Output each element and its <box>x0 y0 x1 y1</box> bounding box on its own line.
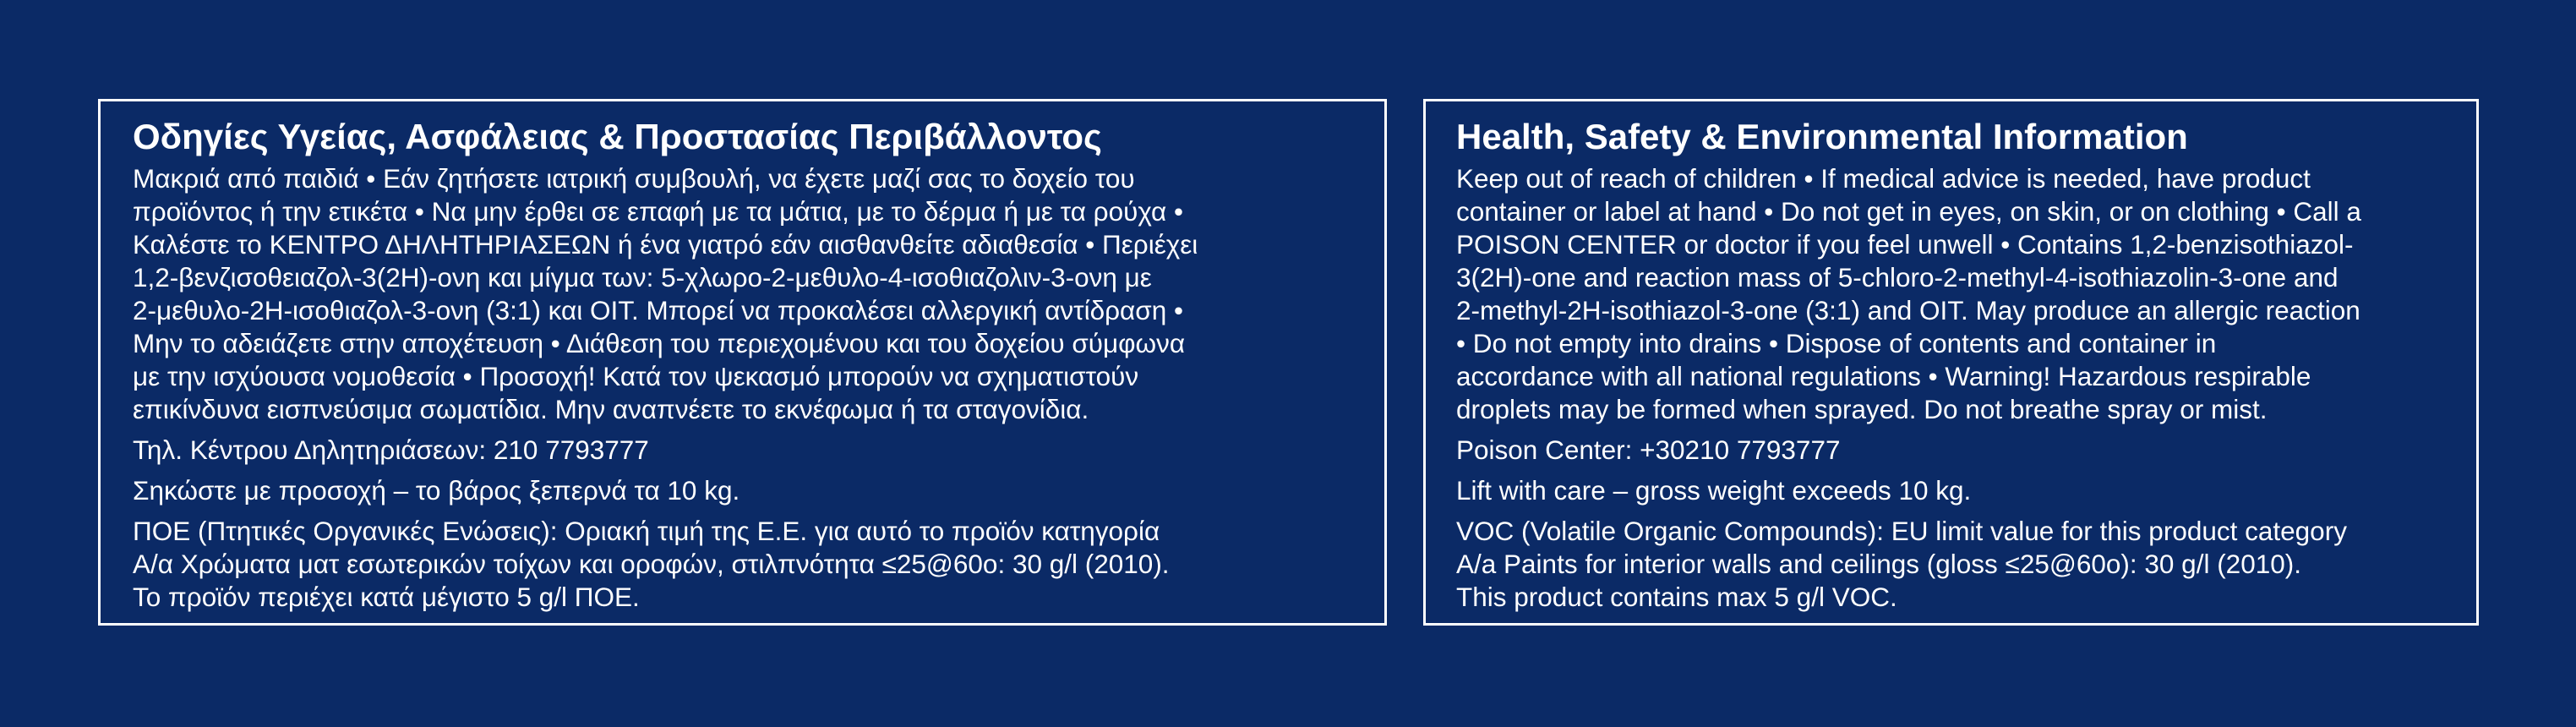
english-warning-line: accordance with all national regulations • Warning! Hazardous respirable <box>1456 361 2311 391</box>
english-title: Health, Safety & Environmental Information <box>1456 117 2188 156</box>
english-poison-center: Poison Center: +30210 7793777 <box>1456 435 1841 465</box>
english-warning-line: • Do not empty into drains • Dispose of contents and container in <box>1456 328 2217 358</box>
greek-warning-line: Καλέστε το ΚΕΝΤΡΟ ΔΗΛΗΤΗΡΙΑΣΕΩΝ ή ένα γιατρό εάν αισθανθείτε αδιαθεσία • Περιέχει <box>133 229 1198 260</box>
greek-warning-line: 1,2-βενζισοθειαζολ-3(2Η)-ονη και μίγμα των: 5-χλωρο-2-μεθυλο-4-ισοθιαζολιν-3-ονη με <box>133 262 1152 292</box>
english-lift-notice: Lift with care – gross weight exceeds 10 kg. <box>1456 475 1972 506</box>
english-voc-line: VOC (Volatile Organic Compounds): EU limit value for this product category <box>1456 516 2347 546</box>
english-warnings <box>1456 162 2451 426</box>
greek-warning-line: Μην το αδειάζετε στην αποχέτευση • Διάθεση του περιεχομένου και του δοχείου σύμφωνα <box>133 328 1186 358</box>
english-warning-line: Keep out of reach of children • If medical advice is needed, have product <box>1456 163 2311 194</box>
english-warning-line: 2-methyl-2H-isothiazol-3-one (3:1) and OIT. May produce an allergic reaction <box>1456 295 2360 325</box>
english-warning-line: droplets may be formed when sprayed. Do not breathe spray or mist. <box>1456 394 2268 424</box>
greek-title: Οδηγίες Υγείας, Ασφάλειας & Προστασίας Περιβάλλοντος <box>133 117 1102 156</box>
greek-warning-line: προϊόντος ή την ετικέτα • Να μην έρθει σε επαφή με τα μάτια, με το δέρμα ή με τα ρούχα • <box>133 196 1184 227</box>
english-voc-line: This product contains max 5 g/l VOC. <box>1456 582 1897 612</box>
english-voc-line: A/a Paints for interior walls and ceilings (gloss ≤25@60o): 30 g/l (2010). <box>1456 549 2302 579</box>
greek-warning-line: 2-μεθυλο-2Η-ισοθιαζολ-3-ονη (3:1) και OIT. Μπορεί να προκαλέσει αλλεργική αντίδραση • <box>133 295 1184 325</box>
greek-info-panel <box>98 99 1387 626</box>
greek-warning-line: Μακριά από παιδιά • Εάν ζητήσετε ιατρική συμβουλή, να έχετε μαζί σας το δοχείο του <box>133 163 1135 194</box>
greek-voc-line: Α/α Χρώματα ματ εσωτερικών τοίχων και οροφών, στιλπνότητα ≤25@60o: 30 g/l (2010). <box>133 549 1170 579</box>
greek-voc-line: ΠΟΕ (Πτητικές Οργανικές Ενώσεις): Οριακή τιμή της Ε.Ε. για αυτό το προϊόν κατηγορία <box>133 516 1160 546</box>
english-voc <box>1456 515 2451 614</box>
greek-voc-line: Το προϊόν περιέχει κατά μέγιστο 5 g/l ΠΟΕ. <box>133 582 640 612</box>
greek-poison-center: Τηλ. Κέντρου Δηλητηριάσεων: 210 7793777 <box>133 435 649 465</box>
greek-voc <box>133 515 1352 614</box>
english-info-panel <box>1423 99 2479 626</box>
english-warning-line: POISON CENTER or doctor if you feel unwell • Contains 1,2-benzisothiazol- <box>1456 229 2354 260</box>
english-warning-line: container or label at hand • Do not get in eyes, on skin, or on clothing • Call a <box>1456 196 2361 227</box>
greek-lift-notice: Σηκώστε με προσοχή – το βάρος ξεπερνά τα 10 kg. <box>133 475 740 506</box>
greek-warning-line: επικίνδυνα εισπνεύσιμα σωματίδια. Μην αναπνέετε το εκνέφωμα ή τα σταγονίδια. <box>133 394 1089 424</box>
greek-warnings <box>133 162 1352 426</box>
english-warning-line: 3(2H)-one and reaction mass of 5-chloro-2-methyl-4-isothiazolin-3-one and <box>1456 262 2339 292</box>
greek-warning-line: με την ισχύουσα νομοθεσία • Προσοχή! Κατά τον ψεκασμό μπορούν να σχηματιστούν <box>133 361 1139 391</box>
